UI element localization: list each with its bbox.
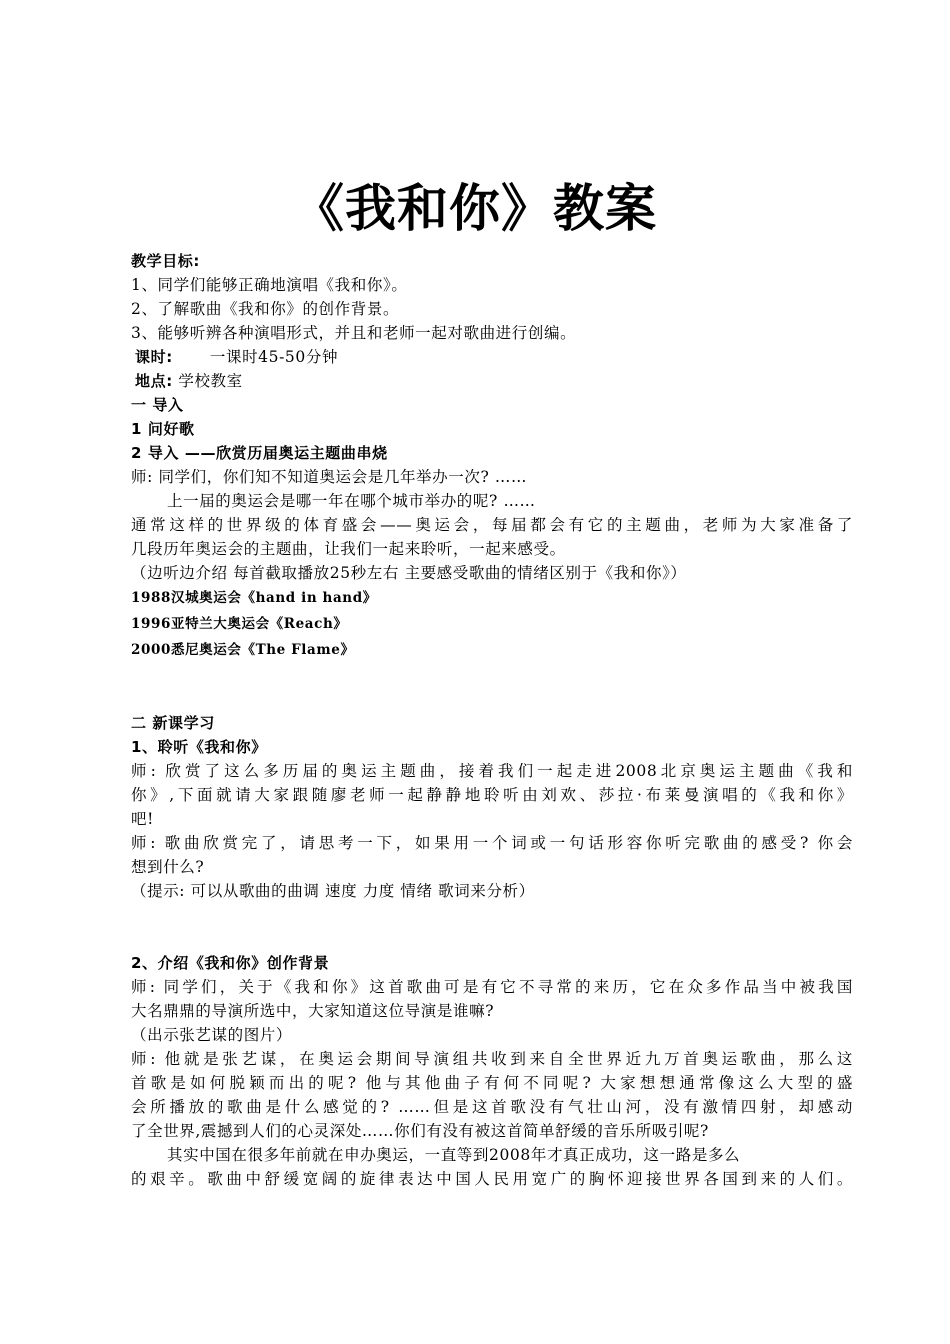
- class-hours-label: 课时:: [135, 348, 173, 366]
- section-1-item-1: 1 问好歌: [131, 420, 195, 438]
- part-2-line-4: 师: 他就是张艺谋，在奥运会期间导演组共收到来自全世界近九万首奥运歌曲，那么这: [131, 1050, 853, 1068]
- location-label: 地点:: [135, 372, 173, 390]
- part-2-heading: 2、介绍《我和你》创作背景: [131, 954, 330, 972]
- objective-1: 1、同学们能够正确地演唱《我和你》。: [131, 276, 408, 294]
- objective-2: 2、了解歌曲《我和你》的创作背景。: [131, 300, 400, 318]
- class-hours-row: [131, 345, 853, 369]
- part-2-line-8: 其实中国在很多年前就在申办奥运，一直等到2008年才真正成功，这一路是多么: [167, 1146, 741, 1164]
- part-2-line-6: 会所播放的歌曲是什么感觉的? ……但是这首歌没有气壮山河，没有激情四射，却感动: [131, 1098, 853, 1116]
- paragraph-line-1: 通常这样的世界级的体育盛会——奥运会，每届都会有它的主题曲，老师为大家准备了: [131, 516, 853, 534]
- section-1-heading: 一 导入: [131, 396, 184, 414]
- part-1-line-2: 你》,下面就请大家跟随廖老师一起静静地聆听由刘欢、莎拉·布莱曼演唱的《我和你》: [131, 786, 853, 804]
- part-1-line-5: 想到什么?: [131, 858, 205, 876]
- song-1988: 1988汉城奥运会《hand in hand》: [131, 590, 377, 606]
- listening-note: （边听边介绍 每首截取播放25秒左右 主要感受歌曲的情绪区别于《我和你》）: [131, 564, 687, 582]
- spacer: [131, 927, 853, 951]
- class-hours-value: 一课时45-50分钟: [209, 348, 339, 366]
- spacer: [131, 663, 853, 687]
- part-2-line-9: 的艰辛。歌曲中舒缓宽阔的旋律表达中国人民用宽广的胸怀迎接世界各国到来的人们。: [131, 1170, 853, 1188]
- part-1-line-3: 吧!: [131, 810, 154, 828]
- location-row: [131, 369, 853, 393]
- spacer: [131, 687, 853, 711]
- part-1-line-6: （提示: 可以从歌曲的曲调 速度 力度 情绪 歌词来分析）: [131, 882, 535, 900]
- part-1-line-4: 师: 歌曲欣赏完了，请思考一下，如果用一个词或一句话形容你听完歌曲的感受? 你会: [131, 834, 853, 852]
- spacer: [131, 903, 853, 927]
- song-2000: 2000悉尼奥运会《The Flame》: [131, 642, 355, 658]
- part-1-heading: 1、聆听《我和你》: [131, 738, 267, 756]
- teacher-line-2: 上一届的奥运会是哪一年在哪个城市举办的呢? ……: [167, 492, 536, 510]
- document-body: [131, 249, 853, 1191]
- objective-3: 3、能够听辨各种演唱形式，并且和老师一起对歌曲进行创编。: [131, 324, 577, 342]
- location-value: 学校教室: [178, 372, 243, 390]
- part-2-line-5: 首歌是如何脱颖而出的呢? 他与其他曲子有何不同呢? 大家想想通常像这么大型的盛: [131, 1074, 853, 1092]
- part-1-line-1: 师: 欣赏了这么多历届的奥运主题曲，接着我们一起走进2008北京奥运主题曲《我和: [131, 762, 853, 780]
- part-2-line-2: 大名鼎鼎的导演所选中，大家知道这位导演是谁嘛?: [131, 1002, 495, 1020]
- objectives-heading: 教学目标:: [131, 252, 200, 270]
- song-1996: 1996亚特兰大奥运会《Reach》: [131, 616, 348, 632]
- document-title: 《我和你》教案: [292, 180, 657, 239]
- part-2-line-1: 师: 同学们，关于《我和你》这首歌曲可是有它不寻常的来历，它在众多作品当中被我国: [131, 978, 853, 996]
- section-1-item-2: 2 导入 ——欣赏历届奥运主题曲串烧: [131, 444, 388, 462]
- part-2-line-7: 了全世界,震撼到人们的心灵深处……你们有没有被这首简单舒缓的音乐所吸引呢?: [131, 1122, 709, 1140]
- paragraph-line-2: 几段历年奥运会的主题曲，让我们一起来聆听，一起来感受。: [131, 540, 566, 558]
- section-2-heading: 二 新课学习: [131, 714, 215, 732]
- part-2-line-3: （出示张艺谋的图片）: [131, 1026, 293, 1044]
- teacher-line-1: 师: 同学们，你们知不知道奥运会是几年举办一次? ……: [131, 468, 528, 486]
